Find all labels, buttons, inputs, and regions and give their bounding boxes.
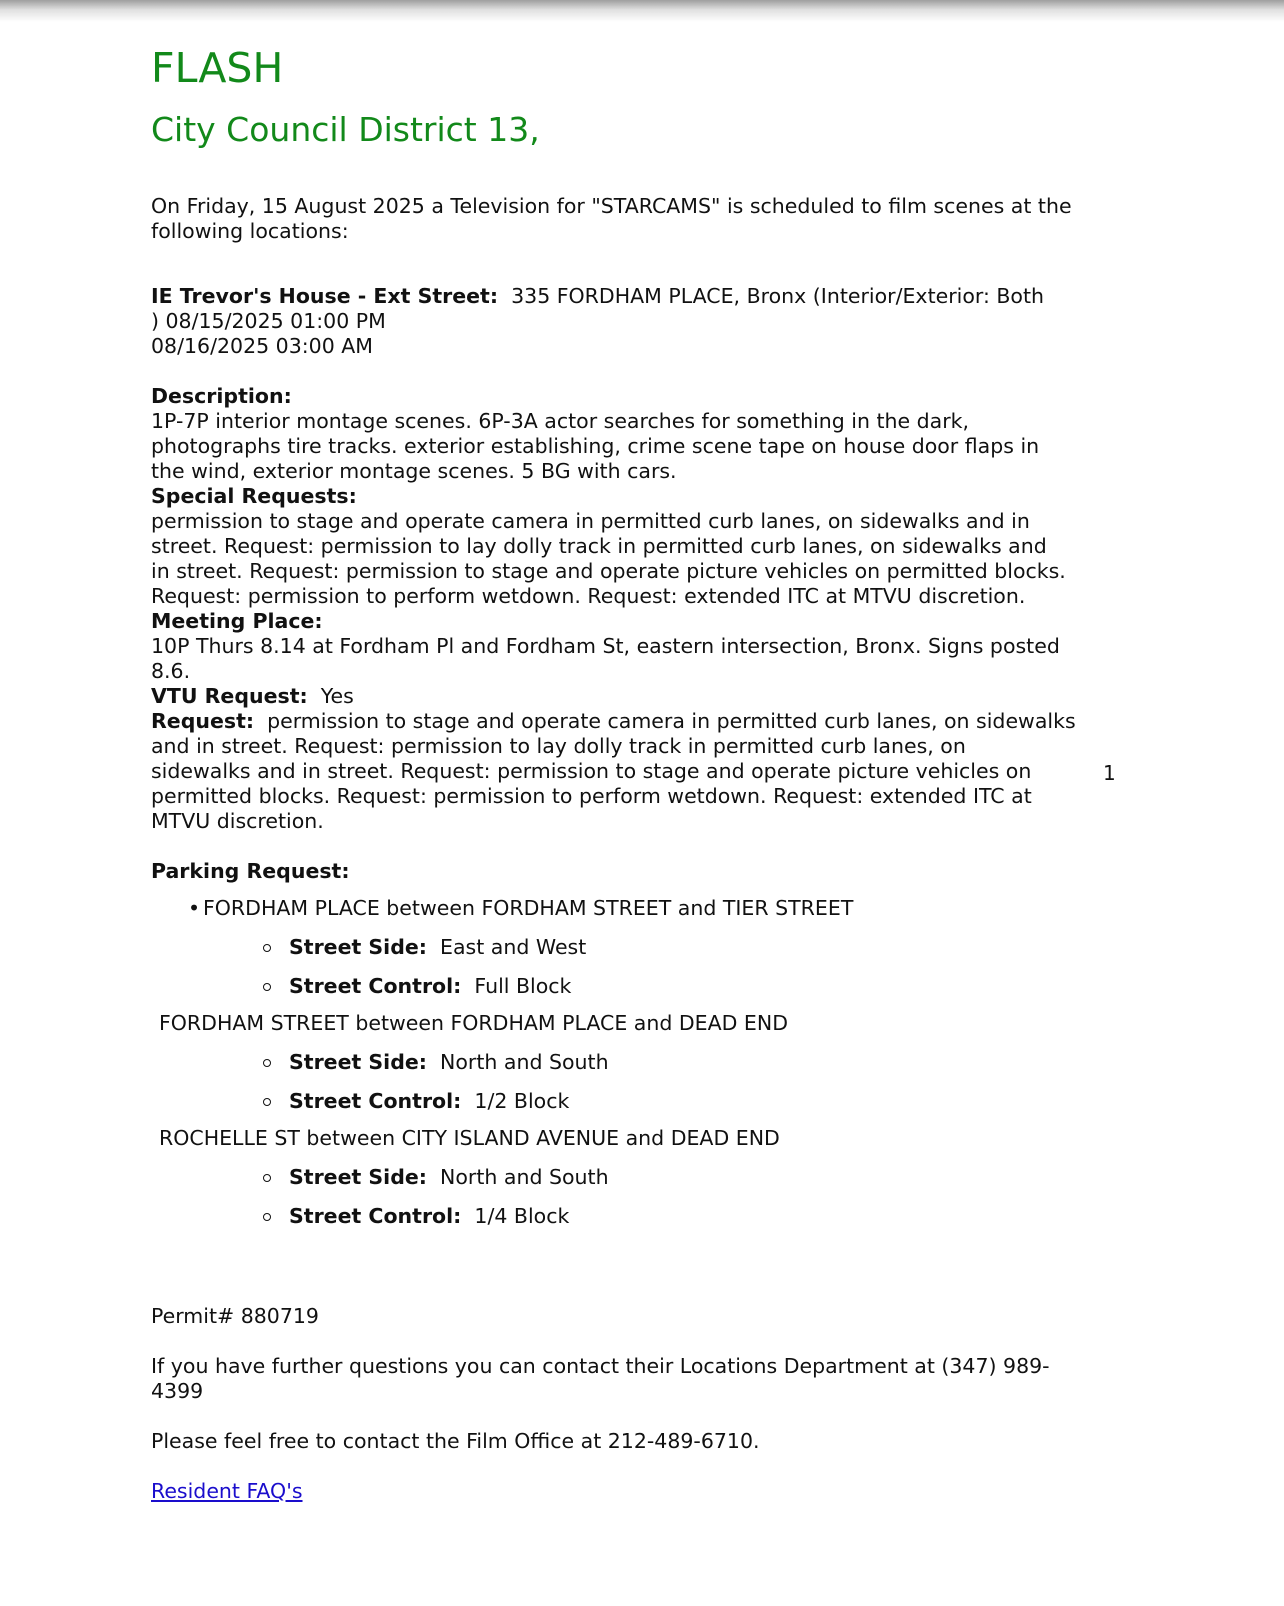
request-label: Request: bbox=[151, 709, 255, 733]
contact-paragraph bbox=[151, 1354, 1111, 1404]
intro-line: following locations: bbox=[151, 219, 349, 243]
street-side-value: North and South bbox=[440, 1050, 609, 1074]
special-requests-line: in street. Request: permission to stage and operate picture vehicles on permitted blocks. bbox=[151, 559, 1066, 583]
meeting-place-label: Meeting Place: bbox=[151, 609, 323, 633]
request-line: MTVU discretion. bbox=[151, 809, 324, 833]
film-office-paragraph: Please feel free to contact the Film Office at 212-489-6710. bbox=[151, 1429, 760, 1453]
list-item bbox=[151, 935, 1111, 960]
request-line: and in street. Request: permission to lay dolly track in permitted curb lanes, on bbox=[151, 734, 966, 758]
parking-street-list bbox=[151, 896, 1111, 921]
request-line: permission to stage and operate camera in permitted curb lanes, on sidewalks bbox=[267, 709, 1076, 733]
description-label: Description: bbox=[151, 384, 292, 408]
intro-paragraph bbox=[151, 194, 1111, 244]
special-requests-label: Special Requests: bbox=[151, 484, 357, 508]
circle-bullet-icon bbox=[263, 1213, 271, 1221]
vtu-request-value: Yes bbox=[320, 684, 354, 708]
bullet-icon: • bbox=[188, 896, 201, 920]
description-section bbox=[151, 384, 1111, 484]
circle-bullet-icon bbox=[263, 1098, 271, 1106]
street-name: FORDHAM PLACE between FORDHAM STREET and TIER STREET bbox=[203, 896, 854, 920]
meeting-place-section bbox=[151, 609, 1111, 684]
street-detail-list bbox=[151, 935, 1111, 999]
page-title: FLASH bbox=[151, 44, 284, 92]
street-name: FORDHAM STREET between FORDHAM PLACE and DEAD END bbox=[159, 1011, 789, 1035]
street-detail-list bbox=[151, 1165, 1111, 1229]
street-control-value: 1/2 Block bbox=[474, 1089, 570, 1113]
list-item bbox=[151, 974, 1111, 999]
district-heading: City Council District 13, bbox=[151, 110, 540, 149]
description-line: 1P-7P interior montage scenes. 6P-3A actor searches for something in the dark, bbox=[151, 409, 970, 433]
intro-line: On Friday, 15 August 2025 a Television for "STARCAMS" is scheduled to film scenes at the bbox=[151, 194, 1072, 218]
street-side-value: North and South bbox=[440, 1165, 609, 1189]
vtu-request-section bbox=[151, 684, 1111, 709]
list-item bbox=[151, 896, 1111, 921]
location-start-time: ) 08/15/2025 01:00 PM bbox=[151, 309, 386, 333]
special-requests-line: Request: permission to perform wetdown. Request: extended ITC at MTVU discretion. bbox=[151, 584, 1026, 608]
street-control-label: Street Control: bbox=[289, 1089, 462, 1113]
special-requests-line: permission to stage and operate camera in permitted curb lanes, on sidewalks and in bbox=[151, 509, 1030, 533]
special-requests-section bbox=[151, 484, 1111, 609]
page-number: 1 bbox=[1103, 761, 1116, 785]
street-control-label: Street Control: bbox=[289, 974, 462, 998]
description-line: photographs tire tracks. exterior establishing, crime scene tape on house door flaps in bbox=[151, 434, 1040, 458]
contact-line: 4399 bbox=[151, 1379, 204, 1403]
contact-line: If you have further questions you can contact their Locations Department at (347) 989- bbox=[151, 1354, 1050, 1378]
circle-bullet-icon bbox=[263, 983, 271, 991]
street-side-label: Street Side: bbox=[289, 935, 427, 959]
street-side-label: Street Side: bbox=[289, 1165, 427, 1189]
request-line: sidewalks and in street. Request: permission to stage and operate picture vehicles on bbox=[151, 759, 1032, 783]
circle-bullet-icon bbox=[263, 1174, 271, 1182]
request-line: permitted blocks. Request: permission to perform wetdown. Request: extended ITC at bbox=[151, 784, 1032, 808]
location-address: 335 FORDHAM PLACE, Bronx (Interior/Exterior: Both bbox=[511, 284, 1045, 308]
street-detail-list bbox=[151, 1050, 1111, 1114]
resident-faq-link[interactable]: Resident FAQ's bbox=[151, 1479, 303, 1503]
list-item bbox=[151, 1165, 1111, 1190]
street-control-value: 1/4 Block bbox=[474, 1204, 570, 1228]
vtu-request-label: VTU Request: bbox=[151, 684, 308, 708]
street-side-label: Street Side: bbox=[289, 1050, 427, 1074]
location-end-time: 08/16/2025 03:00 AM bbox=[151, 334, 373, 358]
street-control-label: Street Control: bbox=[289, 1204, 462, 1228]
parking-label: Parking Request: bbox=[151, 859, 350, 883]
request-section bbox=[151, 709, 1111, 834]
meeting-place-line: 8.6. bbox=[151, 659, 191, 683]
location-block bbox=[151, 284, 1111, 359]
list-item bbox=[151, 1089, 1111, 1114]
street-name: ROCHELLE ST between CITY ISLAND AVENUE and DEAD END bbox=[159, 1126, 780, 1150]
description-line: the wind, exterior montage scenes. 5 BG with cars. bbox=[151, 459, 677, 483]
circle-bullet-icon bbox=[263, 944, 271, 952]
street-control-value: Full Block bbox=[474, 974, 572, 998]
parking-section bbox=[151, 859, 1111, 1229]
street-side-value: East and West bbox=[440, 935, 587, 959]
special-requests-line: street. Request: permission to lay dolly track in permitted curb lanes, on sidewalks and bbox=[151, 534, 1047, 558]
circle-bullet-icon bbox=[263, 1059, 271, 1067]
permit-number: Permit# 880719 bbox=[151, 1304, 319, 1328]
list-item bbox=[151, 1204, 1111, 1229]
location-label: IE Trevor's House - Ext Street: bbox=[151, 284, 499, 308]
meeting-place-line: 10P Thurs 8.14 at Fordham Pl and Fordham St, eastern intersection, Bronx. Signs posted bbox=[151, 634, 1060, 658]
list-item bbox=[151, 1050, 1111, 1075]
top-shadow bbox=[0, 0, 1284, 22]
document-body bbox=[151, 40, 1111, 1504]
